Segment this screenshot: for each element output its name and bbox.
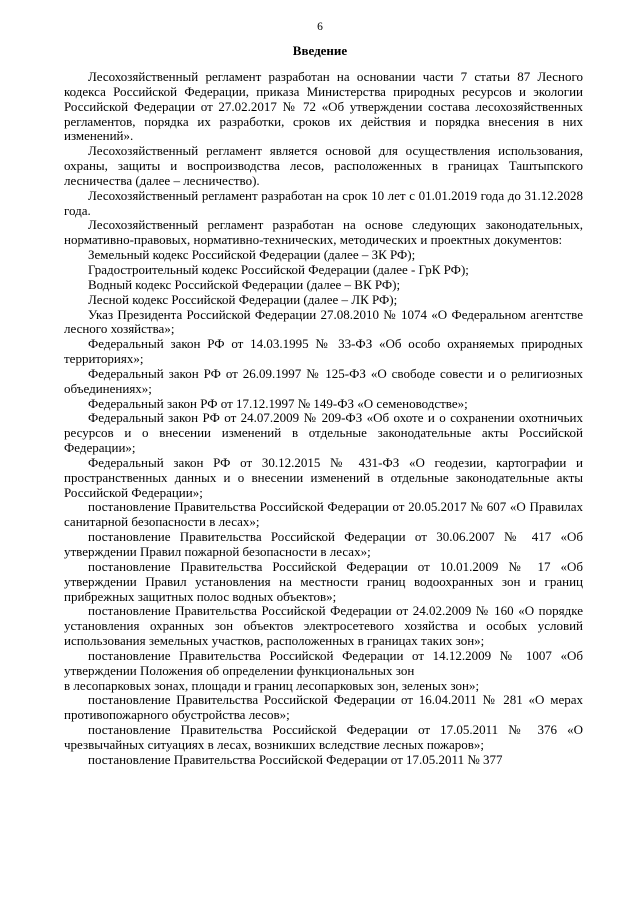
list-item: Водный кодекс Российской Федерации (далее – ВК РФ); — [88, 276, 401, 292]
list-item: постановление Правительства Российской Федерации от 10.01.2009 № 17 «Об утверждении Правил установления на местности границ водоохранных зон и границ прибрежных защитных полос водных объектов»; — [64, 558, 583, 604]
list-item: постановление Правительства Российской Федерации от 20.05.2017 № 607 «О Правилах санитарной безопасности в лесах»; — [64, 499, 583, 530]
list-item: постановление Правительства Российской Федерации от 17.05.2011 № 377 — [88, 751, 503, 767]
paragraph: Лесохозяйственный регламент является основой для осуществления использования, охраны, защиты и воспроизводства лесов, расположенных в границах Таштыпского лесничества (далее – лесничество). — [64, 143, 583, 188]
list-item: Федеральный закон РФ от 26.09.1997 № 125-ФЗ «О свободе совести и о религиозных объединениях»; — [64, 365, 583, 396]
list-item: Лесной кодекс Российской Федерации (далее – ЛК РФ); — [88, 291, 398, 307]
paragraph: Лесохозяйственный регламент разработан на основании части 7 статьи 87 Лесного кодекса Российской Федерации, приказа Министерства природных ресурсов и экологии Российской Федерации от 27.02.2017 № 72 «Об утверждении состава лесохозяйственных регламентов, порядка их разработки, сроков их действия и порядка внесения в них изменений». — [64, 69, 583, 144]
list-item-continuation: в лесопарковых зонах, площади и границ лесопарковых зон, зеленых зон»; — [64, 677, 480, 693]
list-item: постановление Правительства Российской Федерации от 14.12.2009 № 1007 «Об утверждении Положения об определении функциональных зон — [64, 647, 583, 678]
page-number: 6 — [317, 21, 323, 33]
list-item: Федеральный закон РФ от 17.12.1997 № 149-ФЗ «О семеноводстве»; — [88, 395, 468, 411]
list-item: Земельный кодекс Российской Федерации (далее – ЗК РФ); — [88, 247, 416, 263]
list-item: постановление Правительства Российской Федерации от 16.04.2011 № 281 «О мерах противопожарного обустройства лесов»; — [64, 692, 583, 723]
list-item: Указ Президента Российской Федерации 27.08.2010 № 1074 «О Федеральном агентстве лесного хозяйства»; — [64, 306, 583, 337]
list-item: постановление Правительства Российской Федерации от 30.06.2007 № 417 «Об утверждении Правил пожарной безопасности в лесах»; — [64, 529, 583, 559]
list-item: Градостроительный кодекс Российской Федерации (далее - ГрК РФ); — [88, 261, 469, 277]
list-item: Федеральный закон РФ от 24.07.2009 № 209-ФЗ «Об охоте и о сохранении охотничьих ресурсов и о внесении изменений в отдельные законодательные акты Российской Федерации»; — [64, 410, 583, 456]
list-item: Федеральный закон РФ от 30.12.2015 № 431-ФЗ «О геодезии, картографии и пространственных данных и о внесении изменений в отдельные законодательные акты Российской Федерации»; — [64, 454, 583, 500]
list-item: постановление Правительства Российской Федерации от 24.02.2009 № 160 «О порядке установления охранных зон объектов электросетевого хозяйства и особых условий использования земельных участков, расположенных в границах таких зон»; — [64, 603, 583, 649]
section-heading: Введение — [292, 43, 348, 58]
list-item: постановление Правительства Российской Федерации от 17.05.2011 № 376 «О чрезвычайных ситуациях в лесах, возникших вследствие лесных пожаров»; — [64, 722, 583, 752]
paragraph: Лесохозяйственный регламент разработан на срок 10 лет с 01.01.2019 года до 31.12.2028 года. — [64, 187, 583, 218]
list-item: Федеральный закон РФ от 14.03.1995 № 33-ФЗ «Об особо охраняемых природных территориях»; — [64, 336, 583, 367]
paragraph: Лесохозяйственный регламент разработан на основе следующих законодательных, нормативно-правовых, нормативно-технических, методических и проектных документов: — [64, 217, 583, 248]
document-body — [64, 70, 583, 768]
